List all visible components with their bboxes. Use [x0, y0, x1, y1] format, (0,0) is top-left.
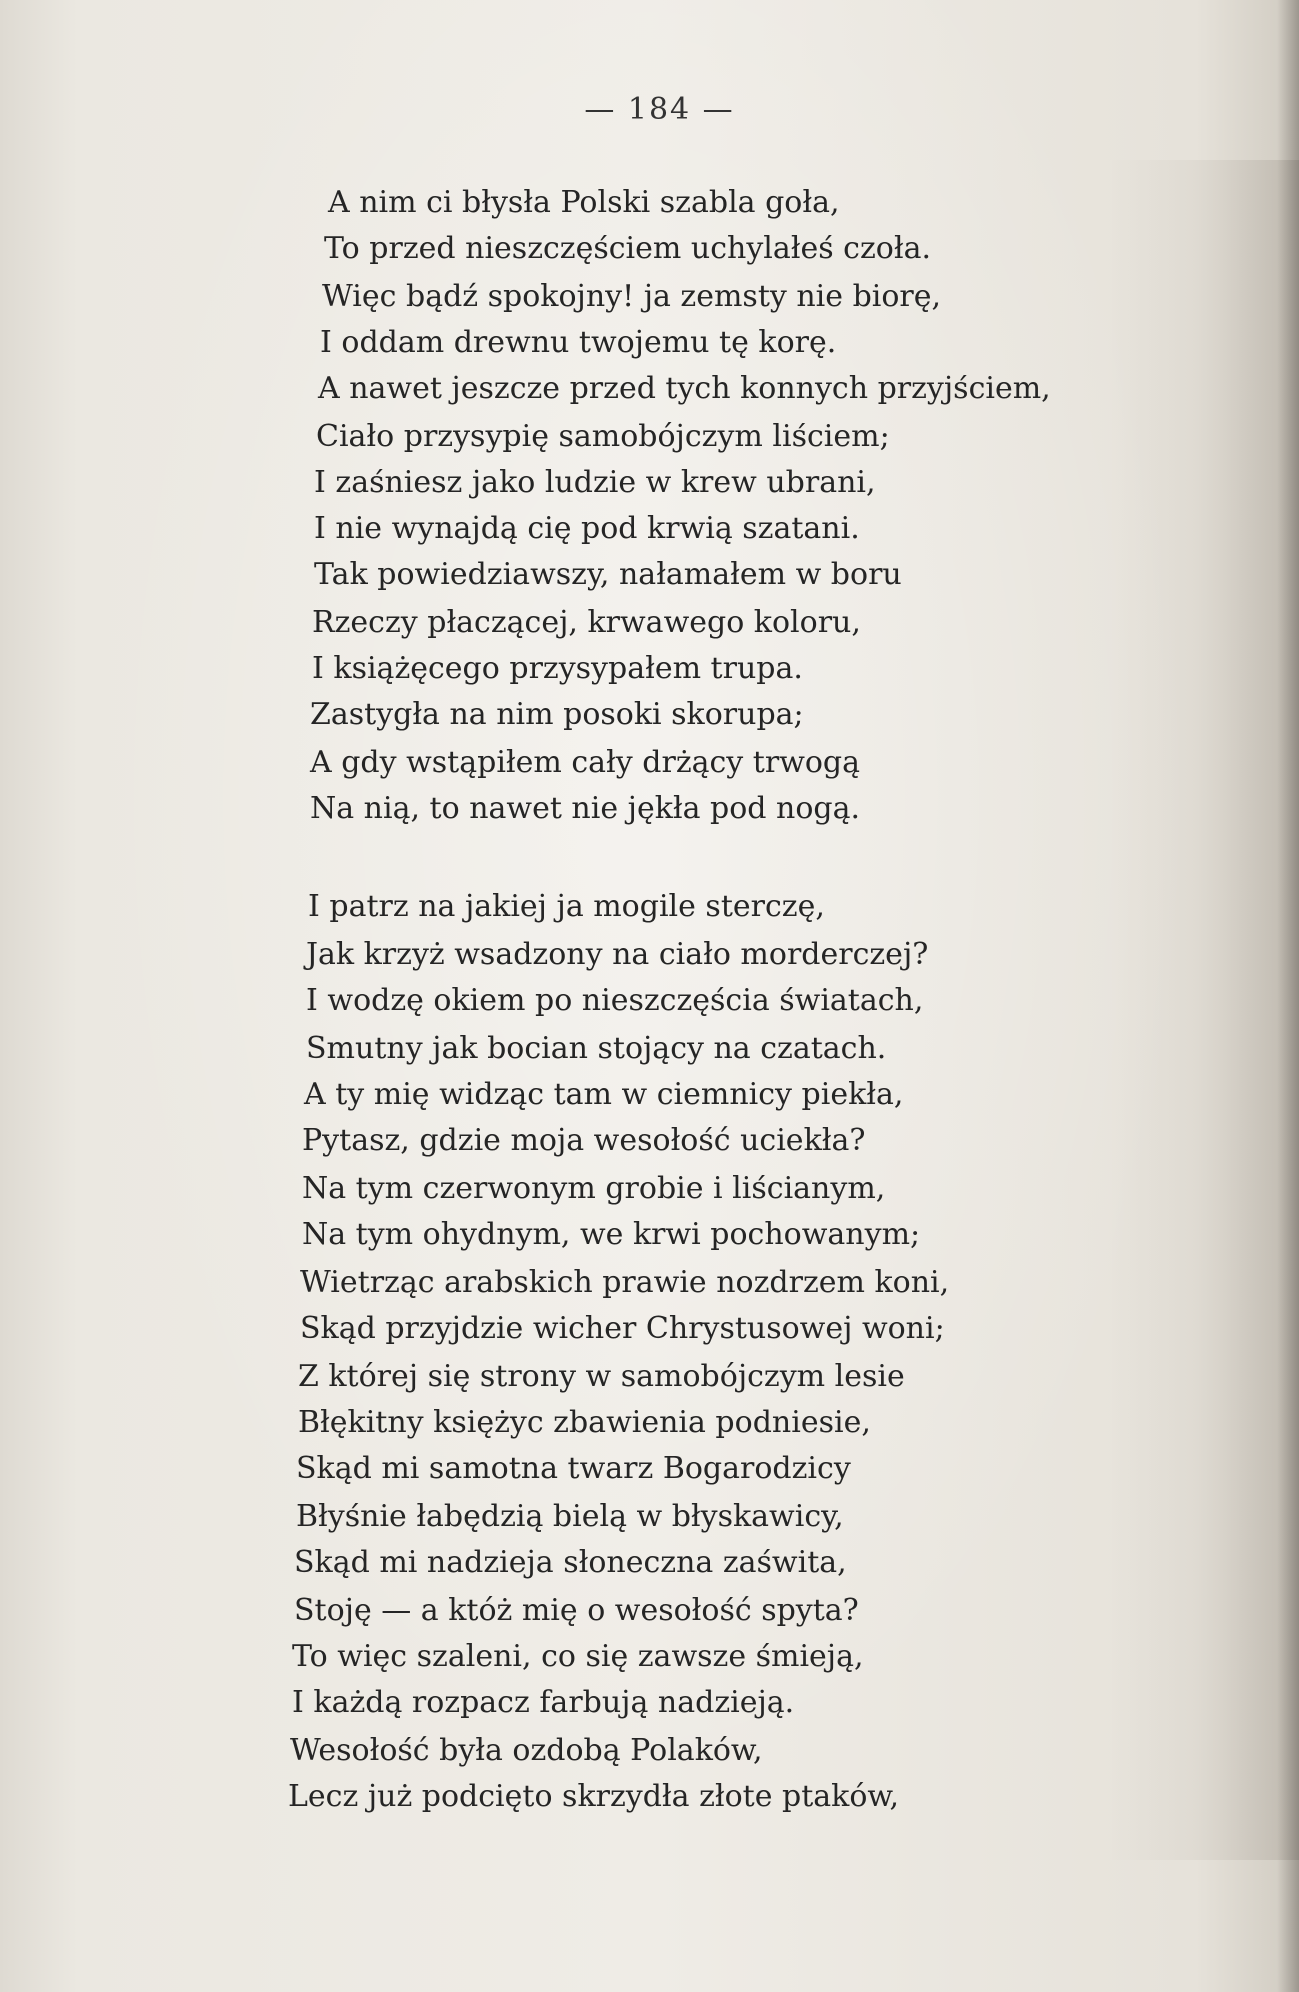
verse-line: Na tym czerwonym grobie i liścianym, [302, 1171, 886, 1206]
verse-line: Stoję — a któż mię o wesołość spyta? [294, 1593, 859, 1628]
verse-line: To więc szaleni, co się zawsze śmieją, [292, 1639, 864, 1674]
verse-line: Jak krzyż wsadzony na ciało morderczej? [306, 937, 929, 972]
verse-line: Zastygła na nim posoki skorupa; [310, 697, 804, 732]
verse-line: I wodzę okiem po nieszczęścia światach, [306, 983, 924, 1018]
verse-line: Z której się strony w samobójczym lesie [298, 1359, 905, 1394]
verse-line: Skąd przyjdzie wicher Chrystusowej woni; [300, 1311, 945, 1346]
verse-line: Pytasz, gdzie moja wesołość uciekła? [302, 1123, 866, 1158]
verse-line: To przed nieszczęściem uchylałeś czoła. [324, 231, 931, 266]
verse-line: A nim ci błysła Polski szabla goła, [328, 185, 840, 220]
verse-line: I nie wynajdą cię pod krwią szatani. [314, 511, 860, 546]
page-edge-shadow [1277, 0, 1299, 1992]
verse-line: I oddam drewnu twojemu tę korę. [320, 325, 837, 360]
verse-line: I każdą rozpacz farbują nadzieją. [292, 1685, 795, 1720]
show-through-shadow [1109, 160, 1299, 1860]
verse-line: Skąd mi nadzieja słoneczna zaświta, [294, 1545, 847, 1580]
verse-line: Błękitny księżyc zbawienia podniesie, [298, 1405, 871, 1440]
verse-line: Na tym ohydnym, we krwi pochowanym; [302, 1217, 921, 1252]
verse-line: Rzeczy płaczącej, krwawego koloru, [312, 605, 861, 640]
verse-line: Więc bądź spokojny! ja zemsty nie biorę, [322, 279, 942, 314]
verse-line: Lecz już podcięto skrzydła złote ptaków, [288, 1779, 900, 1814]
verse-line: Na nią, to nawet nie jękła pod nogą. [310, 791, 861, 826]
page-number: — 184 — [584, 92, 735, 127]
verse-line: Błyśnie łabędzią bielą w błyskawicy, [296, 1499, 844, 1534]
verse-line: I książęcego przysypałem trupa. [312, 651, 803, 686]
verse-line: Smutny jak bocian stojący na czatach. [306, 1031, 887, 1066]
verse-line: A nawet jeszcze przed tych konnych przyjściem, [318, 371, 1051, 406]
verse-line: A ty mię widząc tam w ciemnicy piekła, [304, 1077, 904, 1112]
verse-line: Tak powiedziawszy, nałamałem w boru [314, 557, 902, 592]
verse-line: A gdy wstąpiłem cały drżący trwogą [310, 745, 861, 780]
verse-line: I zaśniesz jako ludzie w krew ubrani, [314, 465, 876, 500]
verse-line: Wesołość była ozdobą Polaków, [290, 1733, 763, 1768]
verse-line: Skąd mi samotna twarz Bogarodzicy [296, 1451, 851, 1486]
verse-line: I patrz na jakiej ja mogile sterczę, [308, 889, 825, 924]
verse-line: Ciało przysypię samobójczym liściem; [316, 419, 890, 454]
verse-line: Wietrząc arabskich prawie nozdrzem koni, [300, 1265, 950, 1300]
